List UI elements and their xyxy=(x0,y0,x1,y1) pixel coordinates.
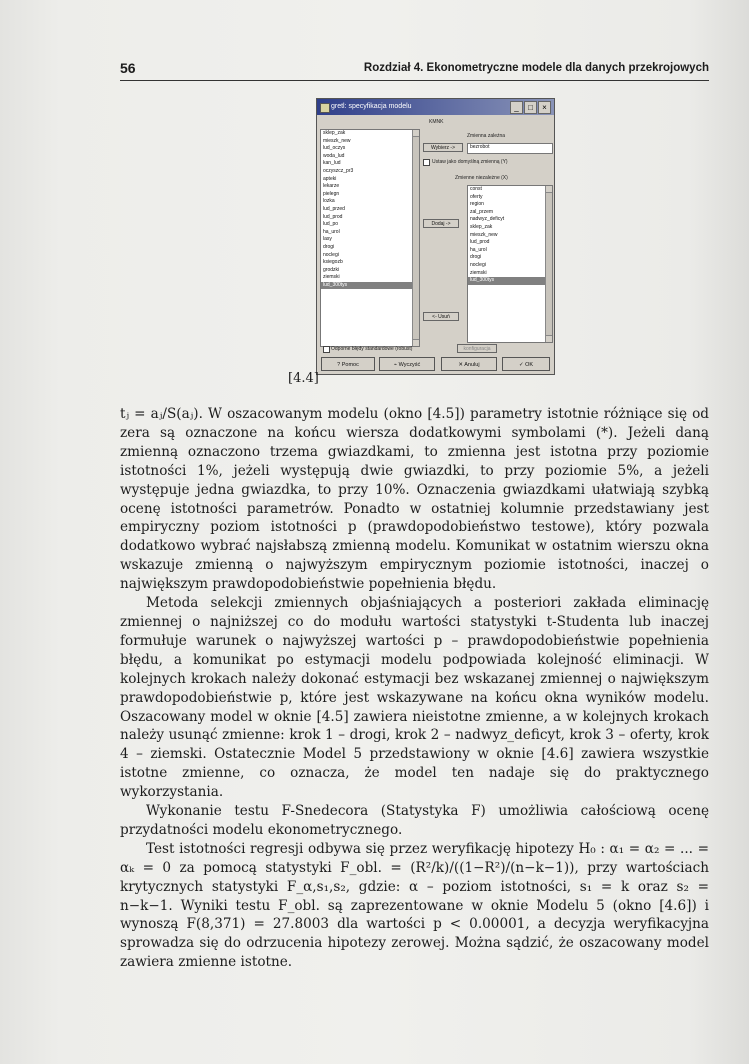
list-item[interactable]: mieszk_new xyxy=(323,137,351,144)
list-item[interactable]: lud_prod xyxy=(470,239,490,246)
variables-scrollbar[interactable] xyxy=(412,130,419,346)
help-icon: ? xyxy=(337,362,341,368)
paragraph-1: tⱼ = aⱼ/S(aⱼ). W oszacowanym modelu (okno [4.5]) parametry istotnie różniące się od zera są oznaczone na końcu wiersza dodatkowymi symbolami (*). Jeżeli daną zmienną oznaczono trzema gwiazdkami, to zmienna jest istotna przy poziomie istotności 1%, jeżeli występują dwie gwiazdki, to przy poziomie 5%, a jeżeli występuje jedna gwiazdka, to przy 10%. Oznaczenia gwiazdkami ułatwiają szybką ocenę istotności parametrów. Ponadto w ostatniej kolumnie przedstawiany jest empiryczny poziom istotności p (prawdopodobieństwo testowe), który pozwala dodatkowo wybrać najsłabszą zmienną modelu. Komunikat w ostatnim wierszu okna wskazuje zmienną o najwyższym empirycznym poziomie istotności, inaczej o największym prawdopodobieństwie popełnienia błędu. xyxy=(120,406,709,593)
page-number: 56 xyxy=(120,60,136,76)
list-item[interactable]: lozka xyxy=(323,198,335,205)
list-item[interactable]: lud_oczys xyxy=(323,145,346,152)
help-button[interactable]: ? Pomoc xyxy=(321,357,375,371)
independent-scrollbar[interactable] xyxy=(545,186,552,342)
method-label: KMNK xyxy=(429,119,444,125)
list-item[interactable]: noclegi xyxy=(470,261,486,268)
list-item[interactable]: apteki xyxy=(323,175,337,182)
dialog-titlebar xyxy=(317,99,554,115)
list-item[interactable]: noclegi xyxy=(323,251,339,258)
list-item[interactable]: lud_300tys xyxy=(321,282,419,290)
list-item[interactable]: oczyszcz_pr3 xyxy=(323,167,354,174)
independent-label: Zmienne niezależne (X) xyxy=(455,175,508,181)
list-item[interactable]: sklep_zak xyxy=(470,223,493,230)
minimize-icon[interactable]: _ xyxy=(510,101,523,114)
maximize-icon[interactable]: □ xyxy=(524,101,537,114)
robust-config-button[interactable]: konfiguracja xyxy=(457,344,497,353)
broom-icon: ⌁ xyxy=(393,362,398,368)
paragraph-4: Test istotności regresji odbywa się przez weryfikację hipotezy H₀ : α₁ = α₂ = ... = αₖ = 0 za pomocą statystyki F_obl. = (R²/k)/((1−R²)/(n−k−1)), przy wartościach krytycznych statystyki F_α,s₁,s₂, gdzie: α – poziom istotności, s₁ = k oraz s₂ = n−k−1. Wyniki testu F_obl. są zaprezentowane w oknie Modelu 5 (okno [4.6]) i wynoszą F(8,371) = 27.8003 dla wartości p < 0.00001, a decyzja weryfikacyjna sprowadza się do odrzucenia hipotezy zerowej. Można sądzić, że oszacowany model zawiera zmienne istotne. xyxy=(120,840,709,971)
robust-label: Odporne błędy standardowe (robust) xyxy=(331,346,413,352)
variables-list[interactable] xyxy=(320,129,420,347)
ok-button[interactable]: ✓ OK xyxy=(502,357,550,371)
list-item[interactable]: ziemski xyxy=(470,269,487,276)
ok-icon: ✓ xyxy=(518,362,524,368)
list-item[interactable]: drogi xyxy=(323,243,335,250)
list-item[interactable]: ha_urol xyxy=(470,246,487,253)
remove-button[interactable]: <- Usuń xyxy=(423,312,459,321)
list-item[interactable]: region xyxy=(470,201,484,208)
default-dependent-checkbox[interactable] xyxy=(423,159,430,166)
model-specification-dialog xyxy=(316,98,555,375)
list-item[interactable]: woda_lud xyxy=(323,152,345,159)
figure-label: [4.4] xyxy=(288,371,319,386)
cancel-button[interactable]: ✕ Anuluj xyxy=(441,357,497,371)
app-icon xyxy=(320,103,330,113)
cancel-icon: ✕ xyxy=(458,362,464,368)
list-item[interactable]: oferty xyxy=(470,193,483,200)
chapter-title: Rozdział 4. Ekonometryczne modele dla danych przekrojowych xyxy=(363,62,709,74)
choose-button[interactable]: Wybierz -> xyxy=(423,143,463,152)
list-item[interactable]: zal_przem xyxy=(470,208,494,215)
list-item[interactable]: const xyxy=(470,186,482,192)
independent-list[interactable] xyxy=(467,185,553,343)
list-item[interactable]: drogi xyxy=(470,254,482,261)
list-item[interactable]: lud_300tys xyxy=(468,277,552,285)
list-item[interactable]: pielegn xyxy=(323,190,340,197)
dependent-label: Zmienna zależna xyxy=(467,133,506,139)
paragraph-3: Wykonanie testu F-Snedecora (Statystyka F) umożliwia całościową ocenę przydatności modelu ekonometrycznego. xyxy=(120,803,709,838)
list-item[interactable]: kan_lud xyxy=(323,160,341,167)
dialog-title: gretl: specyfikacja modelu xyxy=(331,103,412,110)
clear-button[interactable]: ⌁ Wyczyść xyxy=(379,357,435,371)
list-item[interactable]: lasy xyxy=(323,236,332,243)
list-item[interactable]: sklep_zak xyxy=(323,130,346,136)
dependent-field[interactable] xyxy=(467,143,553,154)
list-item[interactable]: mieszk_new xyxy=(470,231,498,238)
close-icon[interactable]: × xyxy=(538,101,551,114)
robust-checkbox[interactable] xyxy=(323,346,330,353)
dependent-value: bezrobot xyxy=(470,144,490,150)
list-item[interactable]: lekarze xyxy=(323,183,340,190)
list-item[interactable]: ksiegozb xyxy=(323,259,343,266)
default-dependent-label: Ustaw jako domyślną zmienną (Y) xyxy=(432,159,508,165)
add-button[interactable]: Dodaj -> xyxy=(423,219,459,228)
list-item[interactable]: ha_urol xyxy=(323,228,340,235)
list-item[interactable]: ziemski xyxy=(323,274,340,281)
header-rule xyxy=(120,80,709,81)
paragraph-2: Metoda selekcji zmiennych objaśniających a posteriori zakłada eliminację zmiennej o najniższej co do modułu wartości statystyki t-Studenta lub inaczej formułuje warunek o najwyższej wartości p – prawdopodobieństwie popełnienia błędu, a komunikat po estymacji modelu podpowiada kolejność eliminacji. W kolejnych krokach należy dokonać estymacji bez wskazanej zmiennej o największym prawdopodobieństwie p, które jest wskazywane na końcu okna wyników modelu. Oszacowany model w oknie [4.5] zawiera nieistotne zmienne, a w kolejnych krokach należy usunąć zmienne: krok 1 – drogi, krok 2 – nadwyz_deficyt, krok 3 – oferty, krok 4 – ziemski. Ostatecznie Model 5 przedstawiony w oknie [4.6] zawiera wszystkie istotne zmienne, co oznacza, że model ten nadaje się do praktycznego wykorzystania. xyxy=(120,595,709,801)
list-item[interactable]: nadwyz_deficyt xyxy=(470,216,505,223)
list-item[interactable]: grodzki xyxy=(323,266,340,273)
list-item[interactable]: lud_prod xyxy=(323,213,343,220)
body-text xyxy=(120,405,709,972)
list-item[interactable]: lud_po xyxy=(323,221,339,228)
list-item[interactable]: lud_przed xyxy=(323,205,345,212)
